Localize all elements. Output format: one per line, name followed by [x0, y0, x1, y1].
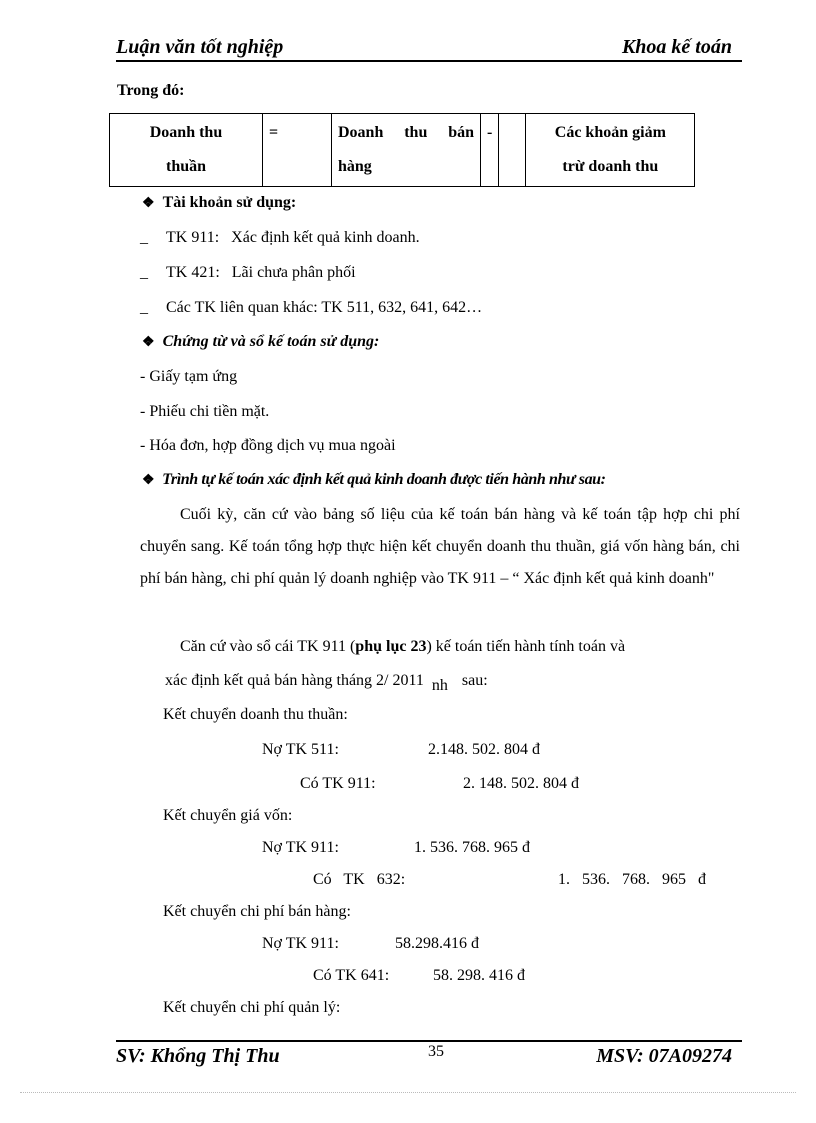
entry2-credit: Có TK 632: — [313, 871, 406, 888]
cell-deductions: Các khoản giảm trừ doanh thu — [526, 114, 695, 187]
entry1-credit-amount: 2. 148. 502. 804 đ — [463, 775, 579, 792]
footer-right: MSV: 07A09274 — [596, 1045, 732, 1067]
entry1-title: Kết chuyển doanh thu thuần: — [163, 706, 348, 723]
cell-equals: = — [263, 114, 332, 187]
formula-table — [109, 113, 695, 187]
doc-item-1: - Giấy tạm ứng — [140, 368, 238, 385]
paragraph2-line1: Căn cứ vào sổ cái TK 911 (phụ lục 23) kế toán tiến hành tính toán và — [180, 638, 626, 655]
entry3-debit: Nợ TK 911: — [262, 935, 339, 952]
entry2-debit-amount: 1. 536. 768. 965 đ — [414, 839, 530, 856]
dash-bullet-icon: _ — [140, 229, 148, 246]
page-bottom-border — [20, 1092, 796, 1093]
cell-minus: - — [481, 114, 499, 187]
cell-net-revenue: Doanh thu thuần — [110, 114, 263, 187]
entry2-debit: Nợ TK 911: — [262, 839, 339, 856]
account-item-421: _ TK 421: Lãi chưa phân phối — [140, 264, 356, 281]
doc-item-3: - Hóa đơn, hợp đồng dịch vụ mua ngoài — [140, 437, 396, 454]
account-item-other: _ Các TK liên quan khác: TK 511, 632, 641, 642… — [140, 299, 483, 316]
entry1-debit-amount: 2.148. 502. 804 đ — [428, 741, 540, 758]
process-paragraph: Cuối kỳ, căn cứ vào bảng số liệu của kế toán bán hàng và kế toán tập hợp chi phí chuyển sang. Kế toán tổng hợp thực hiện kết chuyển doanh thu thuần, giá vốn hàng bán, chi phí bán hàng, chi phí quản lý doanh nghiệp vào TK 911 – “ Xác định kết quả kinh doanh" — [140, 506, 740, 587]
intro-label: Trong đó: — [117, 82, 185, 99]
header-right: Khoa kế toán — [621, 36, 732, 58]
spacer-cell — [499, 114, 526, 187]
heading-process: ❖ Trình tự kế toán xác định kết quả kinh doanh được tiến hành như sau: — [142, 471, 606, 488]
entry3-debit-amount: 58.298.416 đ — [395, 935, 479, 952]
dash-bullet-icon: _ — [140, 264, 148, 281]
heading-accounts: ❖ Tài khoản sử dụng: — [142, 194, 297, 211]
entry2-credit-amount: 1. 536. 768. 965 đ — [558, 871, 706, 888]
paragraph2-line2: xác định kết quả bán hàng tháng 2/ 2011 nh sau: — [165, 672, 488, 694]
diamond-bullet-icon: ❖ — [142, 473, 155, 488]
cell-sales-revenue: Doanh thu bán hàng — [332, 114, 481, 187]
header-rule — [116, 60, 742, 62]
footer-left: SV: Khổng Thị Thu — [116, 1045, 280, 1067]
entry2-title: Kết chuyển giá vốn: — [163, 807, 293, 824]
diamond-bullet-icon: ❖ — [142, 196, 155, 211]
heading-documents: ❖ Chứng từ và sổ kế toán sử dụng: — [142, 333, 380, 350]
dash-bullet-icon: _ — [140, 299, 148, 316]
doc-item-2: - Phiếu chi tiền mặt. — [140, 403, 270, 420]
entry1-credit: Có TK 911: — [300, 775, 376, 792]
diamond-bullet-icon: ❖ — [142, 335, 155, 350]
entry3-credit-amount: 58. 298. 416 đ — [433, 967, 525, 984]
entry3-credit: Có TK 641: — [313, 967, 390, 984]
page-number: 35 — [428, 1043, 444, 1060]
header-left: Luận văn tốt nghiệp — [116, 36, 284, 58]
entry1-debit: Nợ TK 511: — [262, 741, 339, 758]
entry3-title: Kết chuyển chi phí bán hàng: — [163, 903, 351, 920]
entry4-title: Kết chuyển chi phí quản lý: — [163, 999, 341, 1016]
account-item-911: _ TK 911: Xác định kết quả kinh doanh. — [140, 229, 420, 246]
